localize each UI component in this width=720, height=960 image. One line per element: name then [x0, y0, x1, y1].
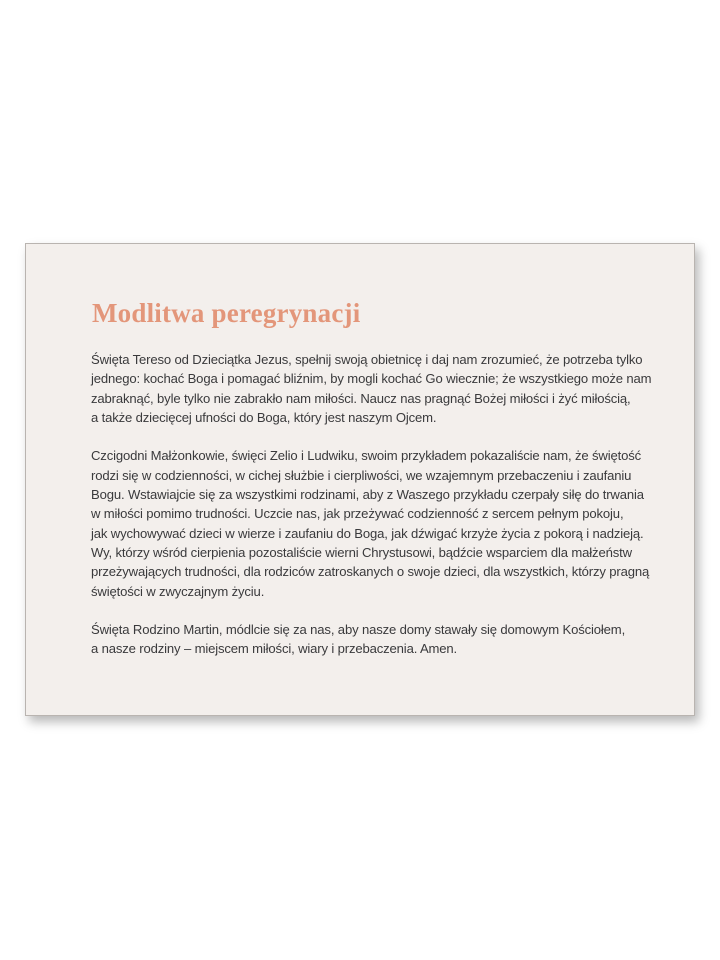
- prayer-title: Modlitwa peregrynacji: [92, 298, 361, 328]
- text-line: Święta Rodzino Martin, módlcie się za nas, aby nasze domy stawały się domowym Kościołem,: [91, 622, 626, 638]
- text-line: Bogu. Wstawiajcie się za wszystkimi rodzinami, aby z Waszego przykładu czerpały siłę do trwania: [91, 487, 644, 503]
- paragraph-2: [91, 446, 681, 600]
- text-line: jednego: kochać Boga i pomagać bliźnim, by mogli kochać Go wiecznie; że wszystkiego może nam: [91, 371, 652, 387]
- paragraph-3: [91, 620, 681, 659]
- text-line: zabraknąć, byle tylko nie zabrakło nam miłości. Naucz nas pragnąć Bożej miłości i żyć miłością,: [91, 390, 631, 406]
- text-line: a także dziecięcej ufności do Boga, który jest naszym Ojcem.: [91, 409, 437, 425]
- text-line: rodzi się w codzienności, w cichej służbie i cierpliwości, we wzajemnym przebaczeniu i zaufaniu: [91, 467, 632, 483]
- prayer-body: [91, 350, 681, 678]
- text-line: Święta Tereso od Dzieciątka Jezus, spełnij swoją obietnicę i daj nam zrozumieć, że potrzeba tylko: [91, 352, 643, 367]
- text-line: jak wychowywać dzieci w wierze i zaufaniu do Boga, jak dźwigać krzyże życia z pokorą i nadzieją.: [91, 525, 644, 541]
- text-line: Wy, którzy wśród cierpienia pozostaliście wierni Chrystusowi, bądźcie wsparciem dla małżeństw: [91, 544, 632, 560]
- text-line: Czcigodni Małżonkowie, święci Zelio i Ludwiku, swoim przykładem pokazaliście nam, że świętość: [91, 448, 642, 464]
- text-line: w miłości pomimo trudności. Uczcie nas, jak przeżywać codzienność z sercem pełnym pokoju,: [91, 506, 624, 522]
- text-line: świętości w zwyczajnym życiu.: [91, 583, 265, 599]
- text-line: a nasze rodziny – miejscem miłości, wiary i przebaczenia. Amen.: [91, 641, 458, 657]
- paragraph-1: [91, 350, 681, 427]
- text-line: przeżywających trudności, dla rodziców zatroskanych o swoje dzieci, dla wszystkich, którzy pragną: [91, 564, 650, 580]
- prayer-card: [25, 243, 695, 716]
